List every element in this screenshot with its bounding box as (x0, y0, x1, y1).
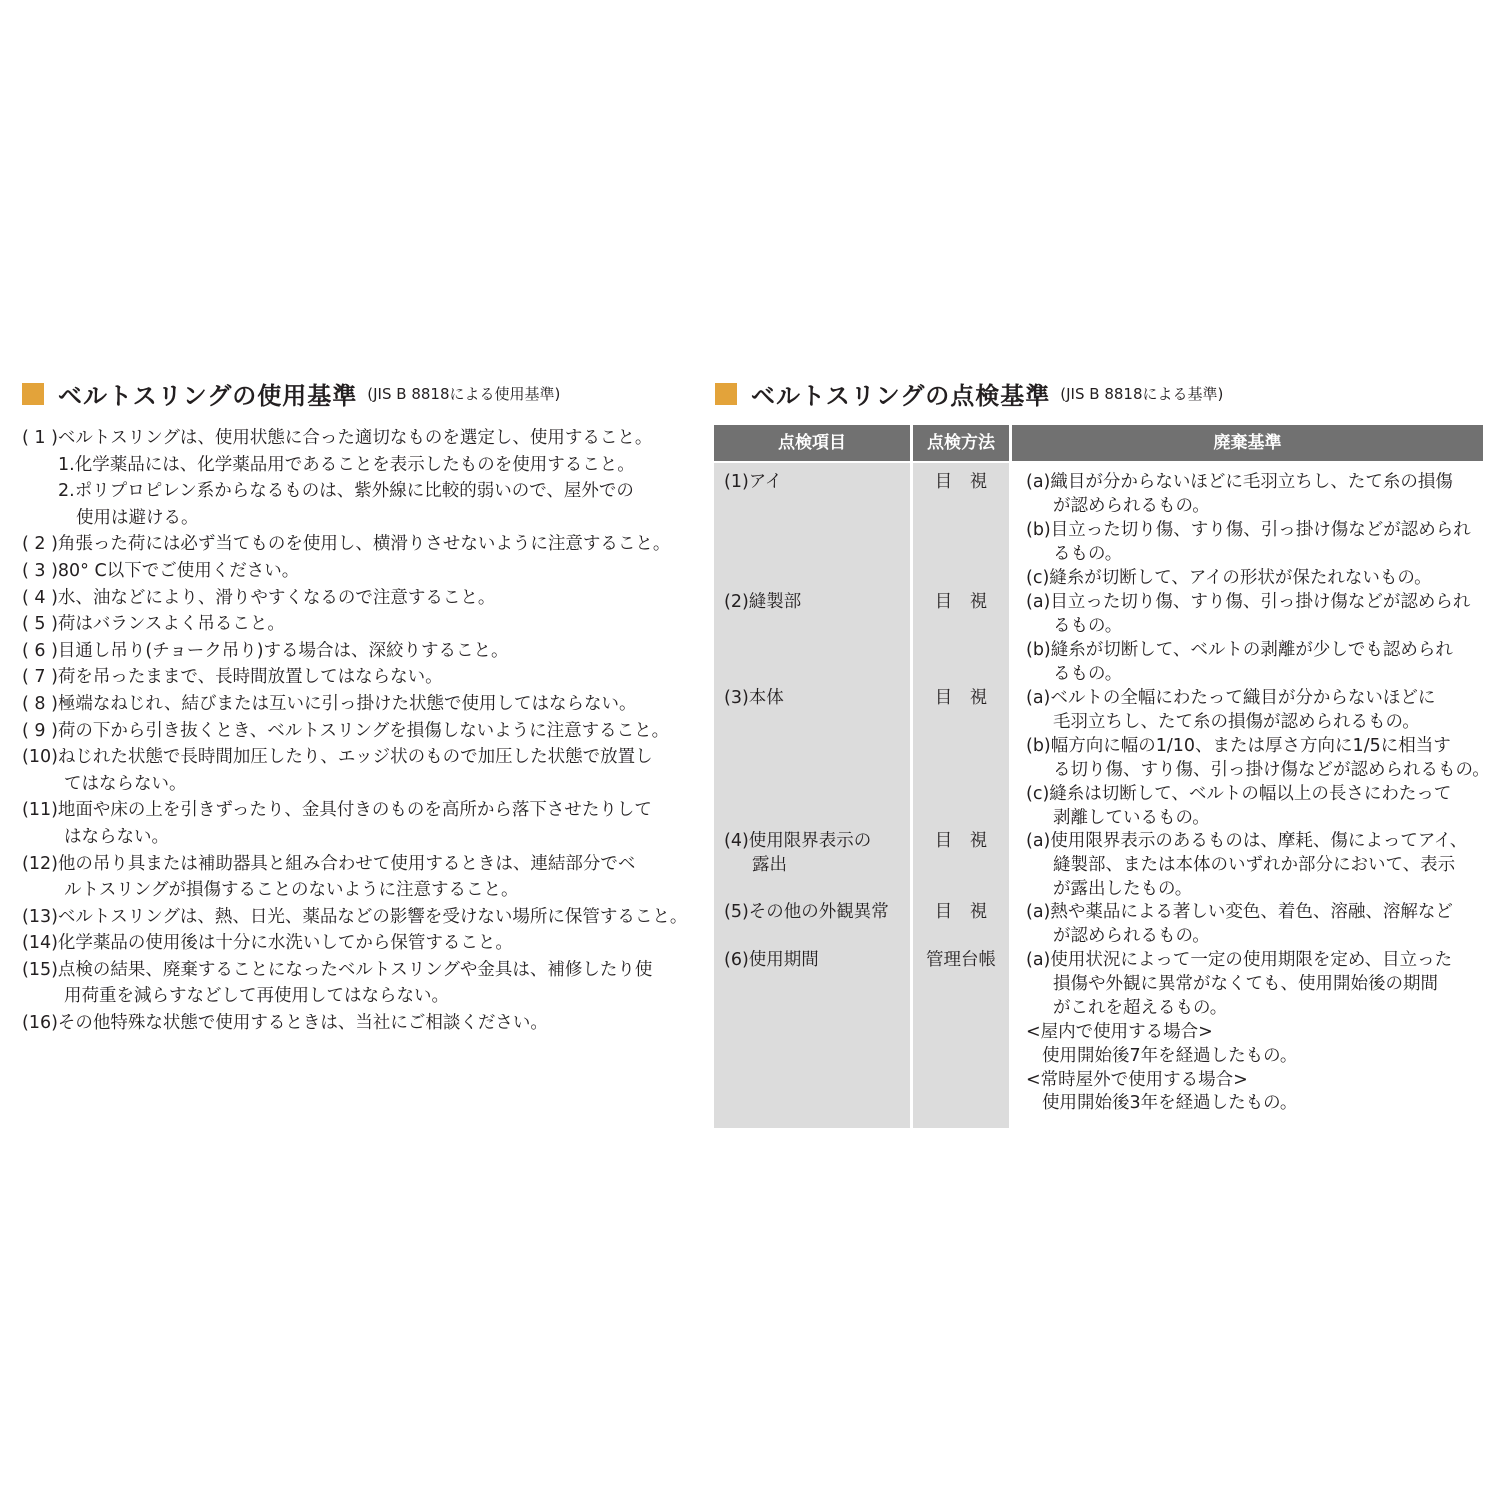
criteria-line: (b)幅方向に幅の1/10、または厚さ方向に1/5に相当す (1026, 735, 1451, 756)
row-item-text: (5)その他の外観異常 (724, 902, 889, 922)
usage-line: ( 6 )目通し吊り(チョーク吊り)する場合は、深絞りすること。 (22, 640, 509, 661)
usage-line: ( 7 )荷を吊ったままで、長時間放置してはならない。 (22, 667, 443, 688)
criteria-line: が認められるもの。 (1053, 925, 1210, 946)
criteria-line: が認められるもの。 (1053, 495, 1210, 516)
row-criteria (1026, 949, 1452, 1116)
row-item (724, 949, 819, 973)
usage-line: 2.ポリプロピレン系からなるものは、紫外線に比較的弱いので、屋外での (58, 481, 634, 502)
usage-line: 使用は避ける。 (76, 507, 199, 528)
usage-line: てはならない。 (64, 773, 187, 794)
row-method: 目 視 (934, 831, 988, 851)
criteria-line: るもの。 (1053, 663, 1123, 684)
header-disposal-criteria: 廃棄基準 (1012, 425, 1483, 461)
row-method: 目 視 (934, 902, 988, 922)
criteria-line: (b)目立った切り傷、すり傷、引っ掛け傷などが認められ (1026, 519, 1471, 540)
header-inspection-method: 点検方法 (913, 425, 1009, 461)
criteria-line: <屋内で使用する場合> (1026, 1021, 1213, 1042)
inspection-table (714, 425, 1490, 1128)
usage-line: ( 5 )荷はバランスよく吊ること。 (22, 614, 285, 635)
criteria-line: るもの。 (1053, 615, 1123, 636)
square-bullet-icon (22, 383, 44, 405)
criteria-line: (b)縫糸が切断して、ベルトの剥離が少しでも認められ (1026, 639, 1453, 660)
usage-line: (12)他の吊り具または補助器具と組み合わせて使用するときは、連結部分でベ (22, 853, 636, 874)
criteria-line: (a)織目が分からないほどに毛羽立ちし、たて糸の損傷 (1026, 472, 1453, 492)
usage-standards-title: ベルトスリングの使用基準 (58, 382, 358, 410)
usage-line: ルトスリングが損傷することのないように注意すること。 (64, 880, 519, 901)
usage-standards-heading (22, 376, 560, 411)
inspection-standards-subtitle: (JIS B 8818による基準) (1060, 385, 1224, 403)
usage-line: ( 1 )ベルトスリングは、使用状態に合った適切なものを選定し、使用すること。 (22, 428, 653, 448)
row-method: 目 視 (934, 472, 988, 492)
usage-line: (10)ねじれた状態で長時間加圧したり、エッジ状のもので加圧した状態で放置し (22, 747, 653, 768)
row-item-text: (1)アイ (724, 472, 783, 492)
usage-line: ( 8 )極端なねじれ、結びまたは互いに引っ掛けた状態で使用してはならない。 (22, 693, 637, 714)
row-item (724, 687, 784, 711)
usage-line: (11)地面や床の上を引きずったり、金具付きのものを高所から落下させたりして (22, 800, 652, 821)
usage-line: 1.化学薬品には、化学薬品用であることを表示したものを使用すること。 (58, 454, 635, 475)
usage-standards-subtitle: (JIS B 8818による使用基準) (367, 385, 561, 403)
row-item-text: 露出 (752, 854, 787, 875)
criteria-line: 毛羽立ちし、たて糸の損傷が認められるもの。 (1053, 711, 1420, 732)
criteria-line: 損傷や外観に異常がなくても、使用開始後の期間 (1053, 973, 1438, 994)
square-bullet-icon (715, 383, 737, 405)
criteria-line: 使用開始後7年を経過したもの。 (1042, 1045, 1298, 1066)
header-inspection-item: 点検項目 (714, 425, 910, 461)
row-criteria (1026, 901, 1453, 949)
criteria-line: るもの。 (1053, 543, 1123, 564)
usage-line: ( 3 )80° C以下でご使用ください。 (22, 560, 300, 581)
criteria-line: 剥離しているもの。 (1053, 807, 1210, 828)
row-criteria (1026, 591, 1470, 687)
row-item (724, 901, 889, 925)
criteria-line: る切り傷、すり傷、引っ掛け傷などが認められるもの。 (1053, 759, 1490, 780)
usage-standards-list (22, 425, 692, 1037)
method-column-background (913, 463, 1009, 1128)
criteria-line: (a)使用状況によって一定の使用期限を定め、目立った (1026, 950, 1453, 970)
row-method: 管理台帳 (926, 950, 996, 970)
usage-line: はならない。 (64, 826, 169, 847)
usage-line: (13)ベルトスリングは、熱、日光、薬品などの影響を受けない場所に保管すること。 (22, 906, 688, 927)
row-item-text: (4)使用限界表示の (724, 831, 872, 851)
row-criteria (1026, 830, 1467, 902)
row-item (724, 591, 801, 615)
usage-line: ( 4 )水、油などにより、滑りやすくなるので注意すること。 (22, 587, 496, 608)
item-column-background (714, 463, 910, 1128)
usage-line: (16)その他特殊な状態で使用するときは、当社にご相談ください。 (22, 1013, 548, 1034)
criteria-line: 使用開始後3年を経過したもの。 (1042, 1093, 1298, 1114)
row-item (724, 471, 782, 495)
usage-line: (14)化学薬品の使用後は十分に水洗いしてから保管すること。 (22, 933, 513, 954)
usage-line: ( 9 )荷の下から引き抜くとき、ベルトスリングを損傷しないように注意すること。 (22, 720, 670, 741)
usage-line: 用荷重を減らすなどして再使用してはならない。 (64, 986, 449, 1007)
criteria-line: (c)縫糸は切断して、ベルトの幅以上の長さにわたって (1026, 783, 1452, 804)
criteria-line: がこれを超えるもの。 (1053, 997, 1228, 1018)
criteria-line: が露出したもの。 (1053, 878, 1193, 899)
inspection-standards-title: ベルトスリングの点検基準 (751, 382, 1051, 410)
criteria-line: (c)縫糸が切断して、アイの形状が保たれないもの。 (1026, 567, 1432, 588)
usage-line: (15)点検の結果、廃棄することになったベルトスリングや金具は、補修したり使 (22, 959, 653, 980)
criteria-line: (a)ベルトの全幅にわたって織目が分からないほどに (1026, 688, 1436, 708)
criteria-line: (a)目立った切り傷、すり傷、引っ掛け傷などが認められ (1026, 592, 1471, 612)
row-method: 目 視 (934, 592, 988, 612)
criteria-line: (a)使用限界表示のあるものは、摩耗、傷によってアイ、 (1026, 831, 1468, 851)
row-criteria (1026, 687, 1490, 830)
row-item-text: (3)本体 (724, 688, 784, 708)
row-item (724, 830, 871, 878)
usage-line: ( 2 )角張った荷には必ず当てものを使用し、横滑りさせないように注意すること。 (22, 534, 671, 555)
row-criteria (1026, 471, 1471, 591)
criteria-line: 縫製部、または本体のいずれか部分において、表示 (1053, 854, 1456, 875)
row-item-text: (2)縫製部 (724, 592, 802, 612)
row-method: 目 視 (934, 688, 988, 708)
criteria-line: <常時屋外で使用する場合> (1026, 1069, 1248, 1090)
criteria-line: (a)熱や薬品による著しい変色、着色、溶融、溶解など (1026, 902, 1453, 922)
row-item-text: (6)使用期間 (724, 950, 819, 970)
inspection-standards-heading (715, 376, 1223, 411)
